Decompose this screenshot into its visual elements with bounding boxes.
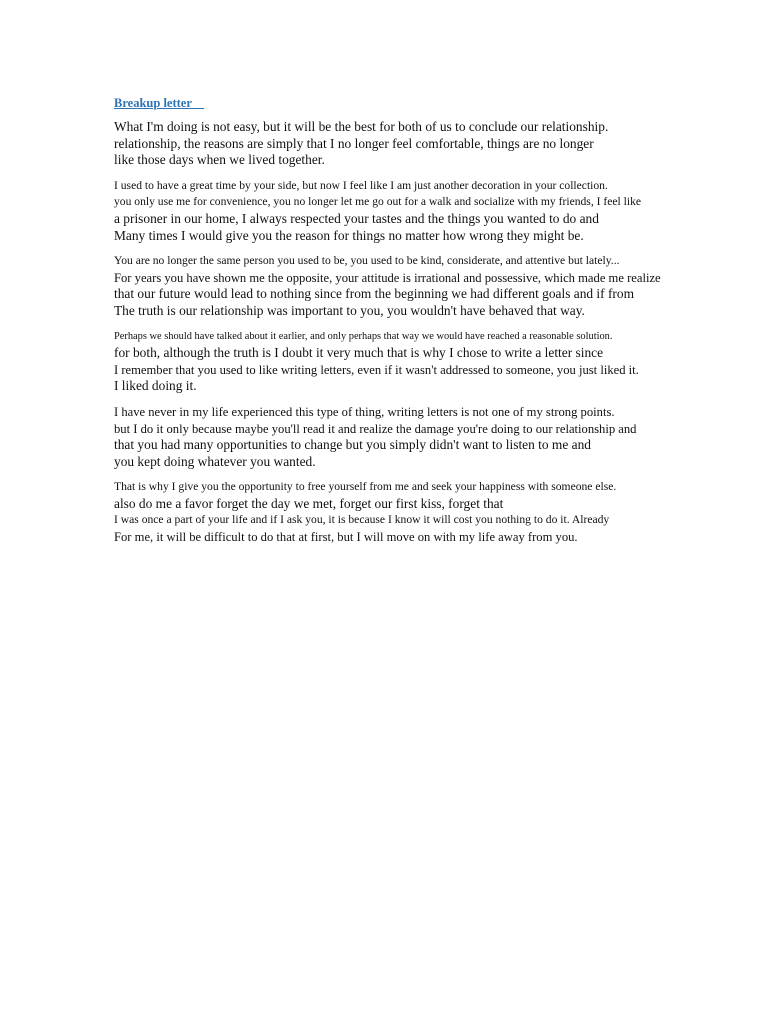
- paragraph-line: that our future would lead to nothing since from the beginning we had different goals and if from: [114, 286, 634, 302]
- paragraph-2: [114, 178, 674, 244]
- paragraph-line: I was once a part of your life and if I ask you, it is because I know it will cost you nothing to do it. Already: [114, 513, 610, 527]
- paragraph-line: a prisoner in our home, I always respected your tastes and the things you wanted to do and: [114, 210, 599, 226]
- paragraph-line: I remember that you used to like writing letters, even if it wasn't addressed to someone, you just liked it.: [114, 362, 639, 377]
- paragraph-line: relationship, the reasons are simply that I no longer feel comfortable, things are no longer: [114, 135, 594, 151]
- paragraph-line: Many times I would give you the reason for things no matter how wrong they might be.: [114, 227, 584, 243]
- paragraph-line: What I'm doing is not easy, but it will be the best for both of us to conclude our relationship.: [114, 119, 609, 134]
- paragraph-line: you only use me for convenience, you no longer let me go out for a walk and socialize with my friends, I feel like: [114, 195, 642, 209]
- paragraph-6: [114, 479, 674, 545]
- paragraph-line: you kept doing whatever you wanted.: [114, 453, 316, 469]
- paragraph-line: I have never in my life experienced this type of thing, writing letters is not one of my strong points.: [114, 404, 615, 419]
- paragraph-line: For me, it will be difficult to do that at first, but I will move on with my life away from you.: [114, 530, 578, 545]
- letter-page: [114, 94, 674, 555]
- paragraph-line: also do me a favor forget the day we met, forget our first kiss, forget that: [114, 495, 504, 511]
- paragraph-line: Perhaps we should have talked about it earlier, and only perhaps that way we would have reached a reasonable solution.: [114, 330, 613, 342]
- paragraph-line: like those days when we lived together.: [114, 152, 325, 168]
- paragraph-line: For years you have shown me the opposite, your attitude is irrational and possessive, which made me realize: [114, 270, 661, 285]
- paragraph-1: [114, 119, 674, 169]
- paragraph-line: You are no longer the same person you used to be, you used to be kind, considerate, and attentive but lately...: [114, 254, 620, 268]
- paragraph-line: for both, although the truth is I doubt it very much that is why I chose to write a letter since: [114, 345, 604, 361]
- paragraph-line: but I do it only because maybe you'll read it and realize the damage you're doing to our relationship and: [114, 421, 637, 436]
- paragraph-line: that you had many opportunities to change but you simply didn't want to listen to me and: [114, 437, 591, 453]
- paragraph-line: I liked doing it.: [114, 378, 197, 394]
- paragraph-line: That is why I give you the opportunity to free yourself from me and seek your happiness with someone else.: [114, 480, 617, 494]
- paragraph-line: The truth is our relationship was important to you, you wouldn't have behaved that way.: [114, 302, 585, 318]
- paragraph-4: [114, 329, 674, 395]
- letter-title: Breakup letter: [114, 96, 205, 110]
- paragraph-3: [114, 253, 674, 319]
- paragraph-5: [114, 404, 674, 470]
- paragraph-line: I used to have a great time by your side, but now I feel like I am just another decoration in your collection.: [114, 178, 608, 192]
